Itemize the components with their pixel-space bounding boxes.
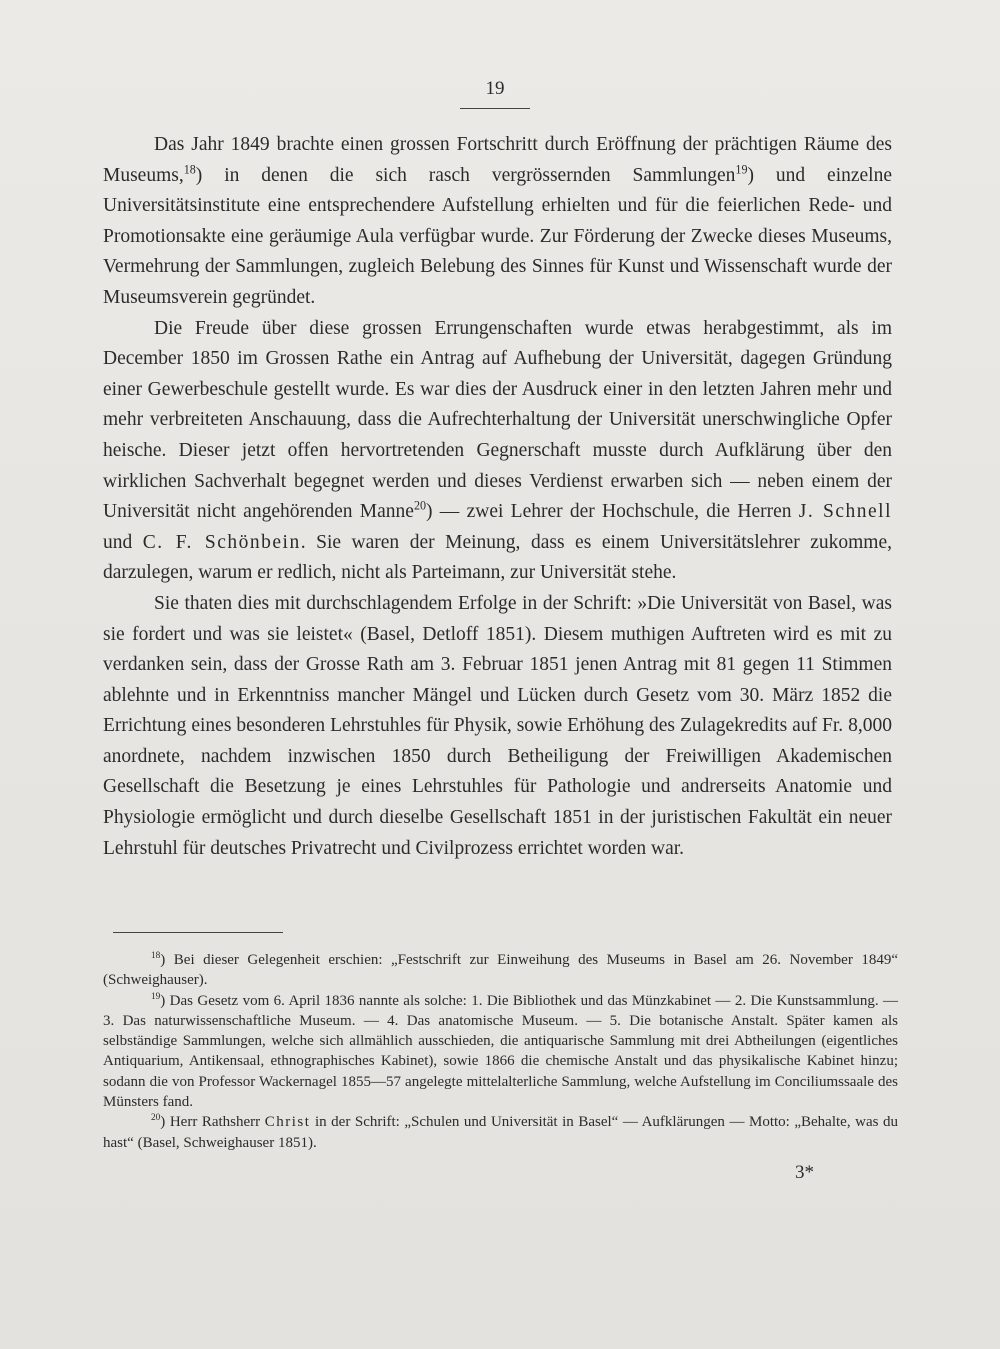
footnote-text: ) Herr Rathsherr [160, 1114, 265, 1131]
footnote [103, 1112, 898, 1153]
text-segment: ) — zwei Lehrer der Hochschule, die Herren [426, 501, 799, 523]
page-number: 19 [485, 78, 505, 99]
footnote-number: 19 [151, 991, 161, 1002]
footnotes [103, 950, 898, 1153]
footnote [103, 950, 898, 991]
text-segment: ) und einzelne Universitätsinstitute eine entsprechendere Aufstellung erhielten und für die feierlichen Rede- und Promotionsakte eine geräumige Aula verfügbar wurde. Zur Förderung der Zwecke dieses Museums, Vermehrung der Sammlungen, zugleich Belebung des Sinnes für Kunst und Wissenschaft wurde der Museumsverein gegründet. [103, 164, 892, 308]
footnote-ref: 18 [183, 162, 196, 177]
person-name: Christ [264, 1114, 311, 1131]
paragraph [103, 314, 892, 589]
text-segment: Sie thaten dies mit durchschlagendem Erfolge in der Schrift: »Die Universität von Basel, was sie fordert und was sie leistet« (Basel, Detloff 1851). Diesem muthigen Auftreten wird es mit zu verdanken sein, dass der Grosse Rath am 3. Februar 1851 jenen Antrag mit 81 gegen 11 Stimmen ablehnte und in Erkenntniss mancher Mängel und Lücken durch Gesetz vom 30. März 1852 die Errichtung eines besonderen Lehrstuhles für Physik, sowie Erhöhung des Zulagekredits auf Fr. 8,000 anordnete, nachdem inzwischen 1850 durch Betheiligung der Freiwilligen Akademischen Gesellschaft die Besetzung je eines Lehrstuhles für Pathologie und andrerseits Anatomie und Physiologie ermöglicht und durch dieselbe Gesellschaft 1851 in der juristischen Fakultät ein neuer Lehrstuhl für deutsches Privatrecht und Civilprozess errichtet worden war. [103, 592, 892, 859]
footnote-rule [113, 932, 283, 933]
footnote-text: ) Bei dieser Gelegenheit erschien: „Festschrift zur Einweihung des Museums in Basel am 26. November 1849“ (Schweighauser). [103, 952, 898, 989]
footnote [103, 991, 898, 1113]
footnote-text: ) Das Gesetz vom 6. April 1836 nannte als solche: 1. Die Bibliothek und das Münzkabinet — 2. Die Kunstsammlung. — 3. Das naturwissenschaftliche Museum. — 4. Das anatomische Museum. — 5. Die botanische Anstalt. Später kamen als selbständige Sammlungen, welche sich allmählich ausschieden, die antiquarische Sammlung mit drei Abtheilungen (eigentliches Antiquarium, Antikensaal, ethnographisches Kabinet), sowie 1866 die chemische Anstalt und das physikalische Kabinet hinzu; sodann die von Professor Wackernagel 1855—57 angelegte mittelalterliche Sammlung, welche Aufstellung im Conciliumssaale des Münsters fand. [103, 992, 898, 1111]
person-name: C. F. Schönbein [142, 531, 301, 553]
paragraph [103, 589, 892, 864]
signature-mark: 3* [795, 1162, 814, 1183]
text-segment: Die Freude über diese grossen Errungenschaften wurde etwas herabgestimmt, als im December 1850 im Grossen Rathe ein Antrag auf Aufhebung der Universität, dagegen Gründung einer Gewerbeschule gestellt wurde. Es war dies der Ausdruck einer in den letzten Jahren mehr und mehr verbreiteten Anschauung, dass die Aufrechterhaltung der Universität unerschwingliche Opfer heische. Dieser jetzt offen hervortretenden Gegnerschaft musste durch Aufklärung über den wirklichen Sachverhalt begegnet werden und dieses Verdienst erwarben sich — neben einem der Universität nicht angehörenden Manne [103, 317, 892, 523]
text-segment: ) in denen die sich rasch vergrössernden Sammlungen [195, 164, 736, 186]
text-segment: und [103, 531, 143, 553]
paragraph [103, 130, 892, 314]
footnote-ref: 20 [413, 498, 427, 513]
footnote-text: in der Schrift: „Schulen und Universität in Basel“ — Aufklärungen — Motto: „Behalte, was du hast“ (Basel, Schweighauser 1851). [103, 1114, 898, 1151]
person-name: J. Schnell [798, 501, 892, 523]
footnote-number: 20 [151, 1113, 161, 1124]
footnote-ref: 19 [735, 162, 748, 177]
text-segment: . Sie waren der Meinung, dass es einem Universitätslehrer zukomme, darzulegen, warum er redlich, nicht als Parteimann, zur Universität stehe. [103, 531, 892, 584]
footnote-number: 18 [151, 951, 161, 961]
body-text [103, 130, 892, 864]
text-segment: Das Jahr 1849 brachte einen grossen Fortschritt durch Eröffnung der prächtigen Räume des Museums, [103, 134, 892, 186]
header-rule [460, 108, 530, 109]
